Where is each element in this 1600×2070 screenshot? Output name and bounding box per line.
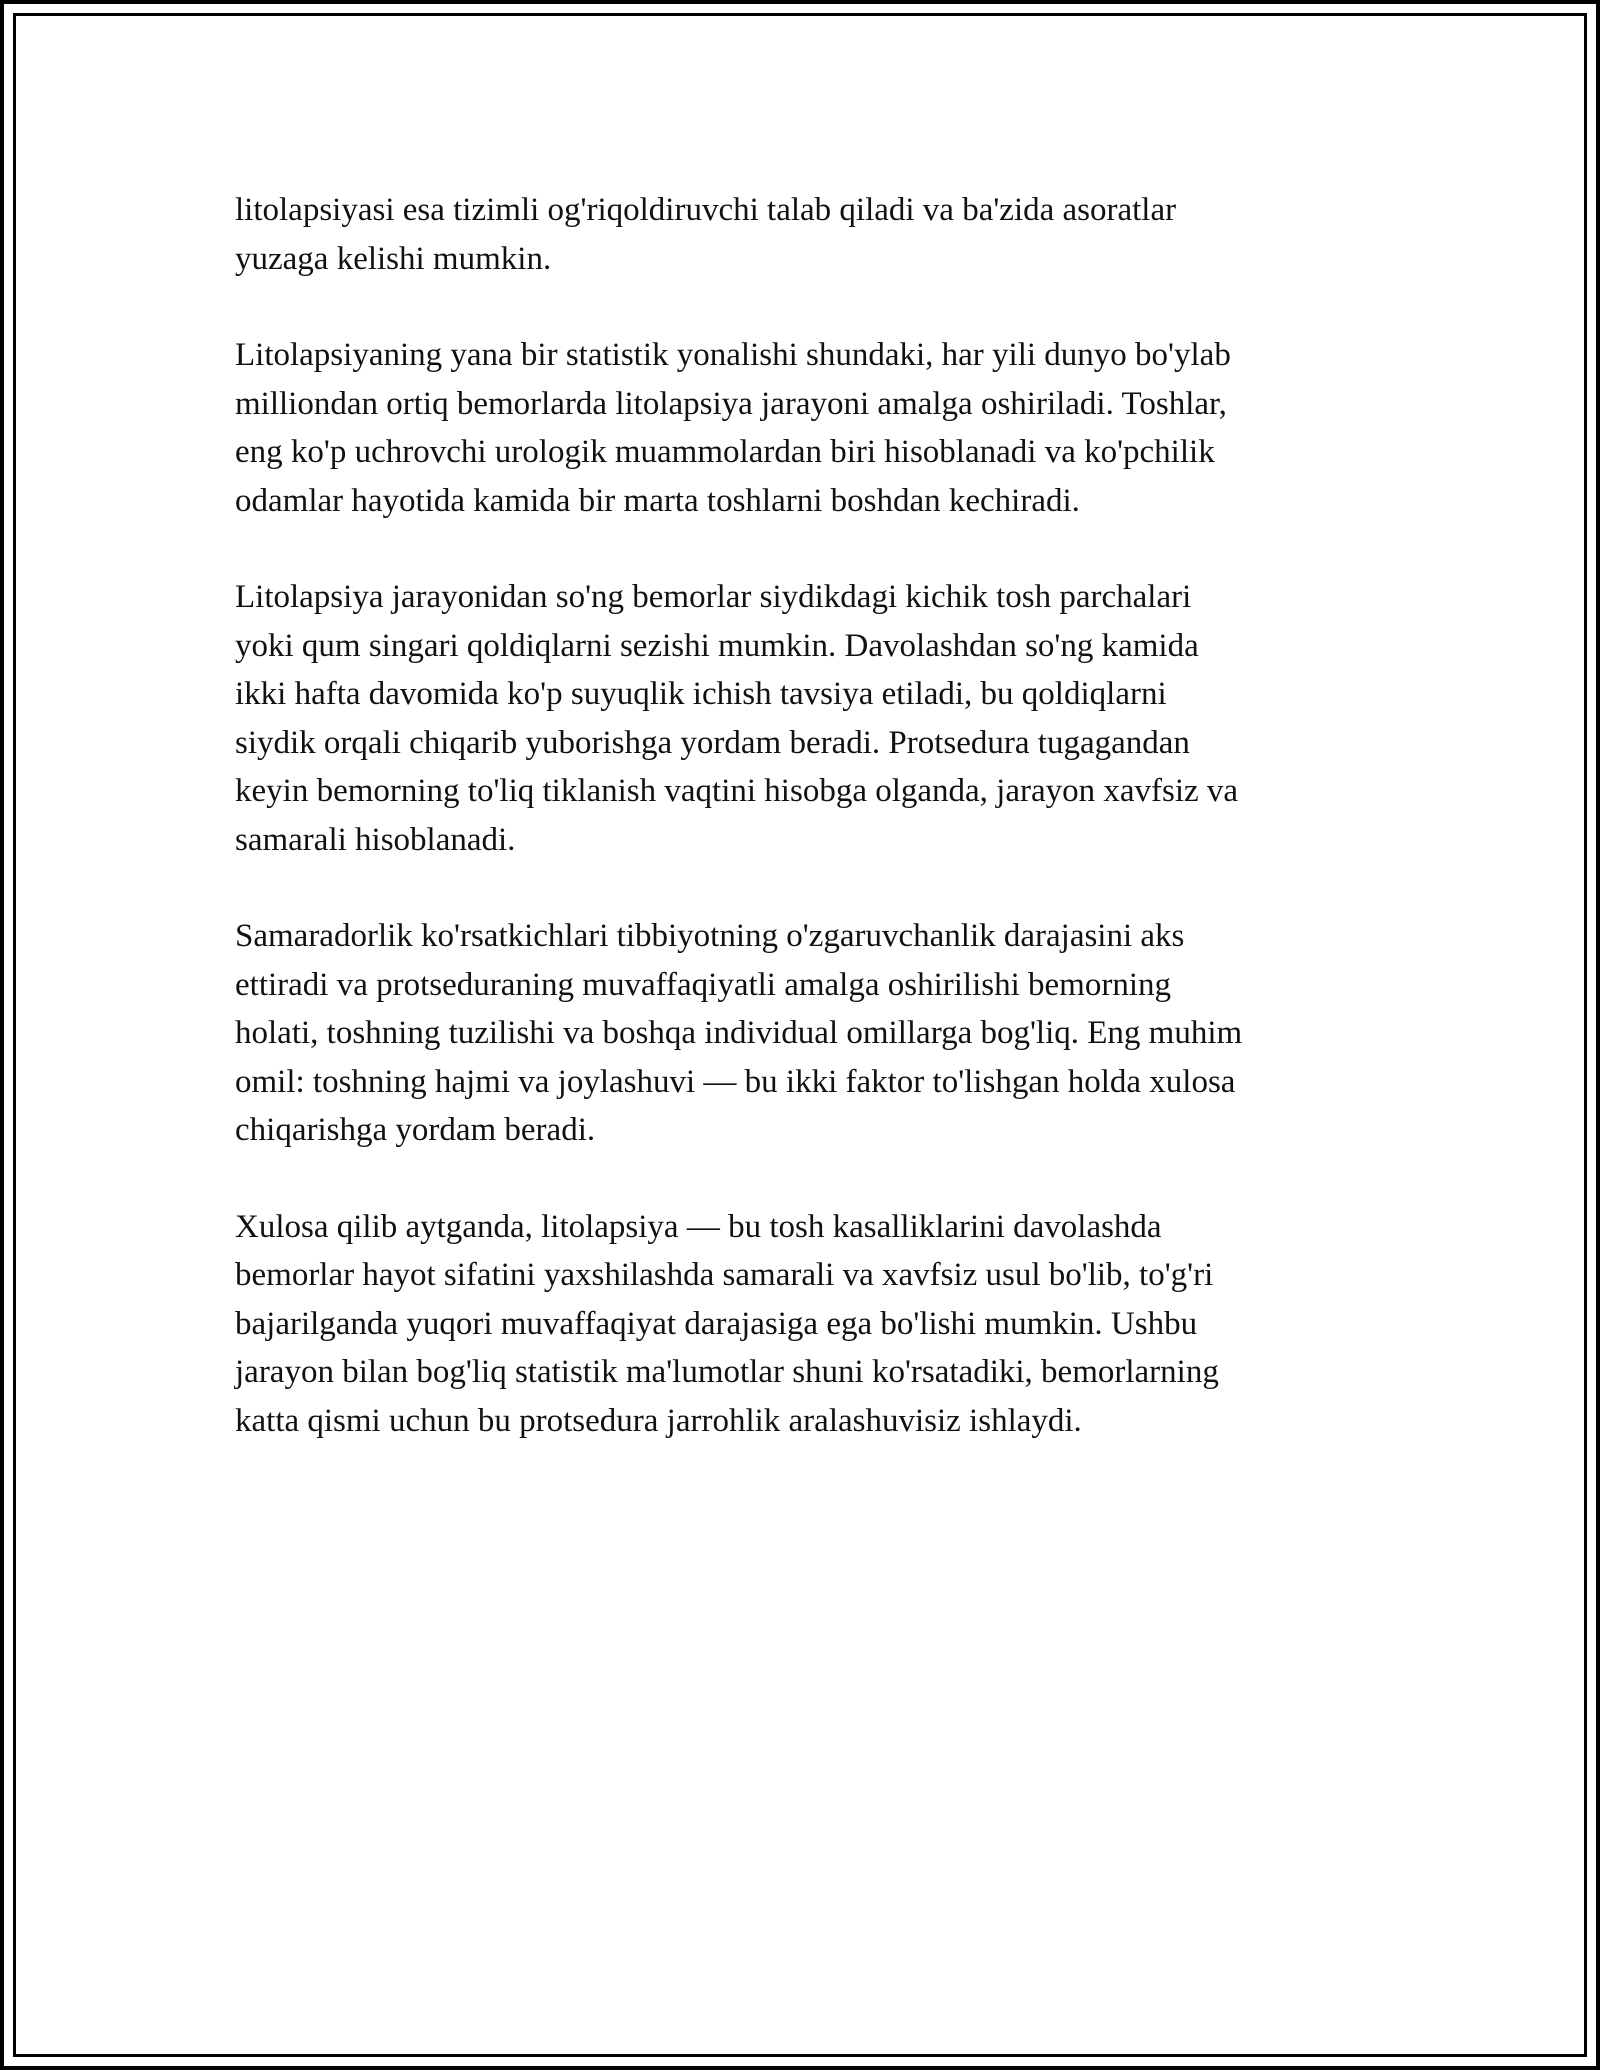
paragraph-4: Samaradorlik ko'rsatkichlari tibbiyotning o'zgaruvchanlik darajasini aks ettiradi va protseduraning muvaffaqiyatli amalga oshirilishi bemorning holati, toshning tuzilishi va boshqa individual omillarga bog'liq. Eng muhim omil: toshning hajmi va joylashuvi — bu ikki faktor to'lishgan holda xulosa chiqarishga yordam beradi.: [235, 918, 1243, 1148]
paragraph-3: Litolapsiya jarayonidan so'ng bemorlar siydikdagi kichik tosh parchalari yoki qum singari qoldiqlarni sezishi mumkin. Davolashdan so'ng kamida ikki hafta davomida ko'p suyuqlik ichish tavsiya etiladi, bu qoldiqlarni siydik orqali chiqarib yuborishga yordam beradi. Protsedura tugagandan keyin bemorning to'liq tiklanish vaqtini hisobga olganda, jarayon xavfsiz va samarali hisoblanadi.: [235, 579, 1239, 858]
document-body: [235, 186, 1375, 1493]
paragraph-5: Xulosa qilib aytganda, litolapsiya — bu tosh kasalliklarini davolashda bemorlar hayot sifatini yaxshilashda samarali va xavfsiz usul bo'lib, to'g'ri bajarilganda yuqori muvaffaqiyat darajasiga ega bo'lishi mumkin. Ushbu jarayon bilan bog'liq statistik ma'lumotlar shuni ko'rsatadiki, bemorlarning katta qismi uchun bu protsedura jarrohlik aralashuvisiz ishlaydi.: [235, 1208, 1219, 1439]
paragraph-2: Litolapsiyaning yana bir statistik yonalishi shundaki, har yili dunyo bo'ylab milliondan ortiq bemorlarda litolapsiya jarayoni amalga oshiriladi. Toshlar, eng ko'p uchrovchi urologik muammolardan biri hisoblanadi va ko'pchilik odamlar hayotida kamida bir marta toshlarni boshdan kechiradi.: [235, 337, 1231, 519]
paragraph-1: litolapsiyasi esa tizimli og'riqoldiruvchi talab qiladi va ba'zida asoratlar yuzaga kelishi mumkin.: [235, 192, 1177, 277]
